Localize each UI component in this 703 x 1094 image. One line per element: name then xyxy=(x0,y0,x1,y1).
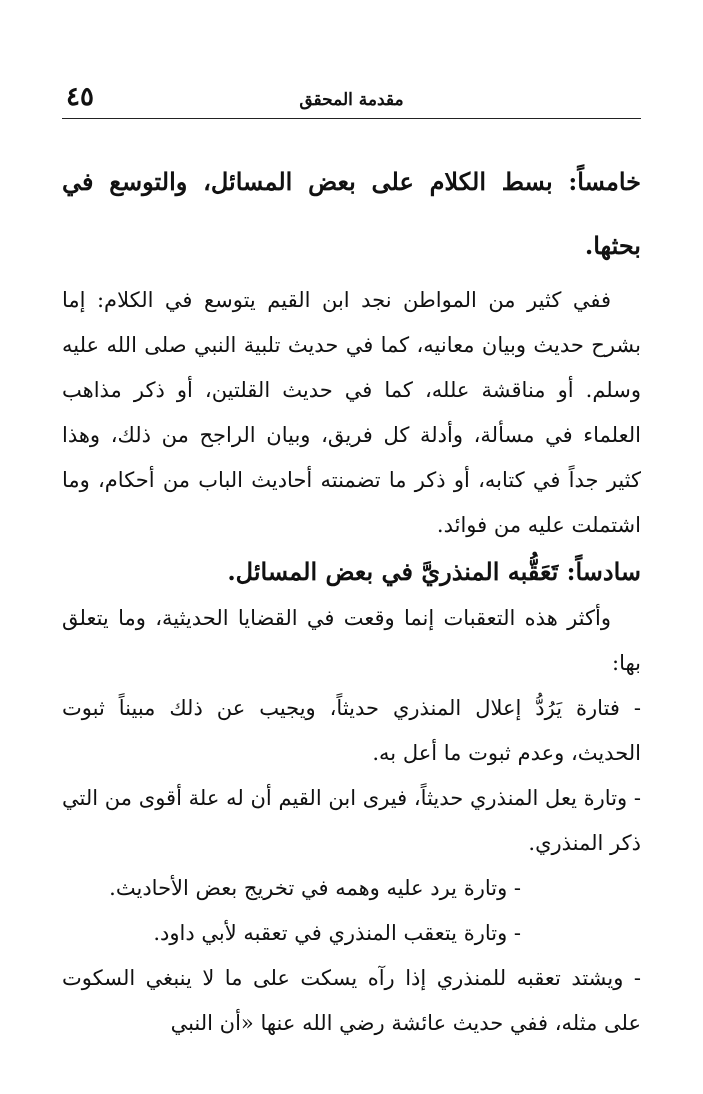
page-content xyxy=(62,150,641,1046)
running-header xyxy=(62,78,641,119)
list-item: - فتارة يَرُدُّ إعلال المنذري حديثاً، ويجيب عن ذلك مبيناً ثبوت الحديث، وعدم ثبوت ما أعل به. xyxy=(62,696,642,765)
paragraph-sixth-intro: وأكثر هذه التعقبات إنما وقعت في القضايا الحديثية، وما يتعلق بها: xyxy=(62,606,641,675)
list-item: - ويشتد تعقبه للمنذري إذا رآه يسكت على ما لا ينبغي السكوت على مثله، ففي حديث عائشة رضي الله عنها «أن النبي xyxy=(62,966,641,1035)
page-number: ٤٥ xyxy=(66,82,94,112)
section-heading-sixth: سادساً: تَعَقُّبه المنذريَّ في بعض المسائل. xyxy=(227,557,641,586)
header-title: مقدمة المحقق xyxy=(299,90,404,110)
paragraph-fifth: ففي كثير من المواطن نجد ابن القيم يتوسع في الكلام: إما بشرح حديث وبيان معانيه، كما في حديث تلبية النبي صلى الله عليه وسلم. أو مناقشة علله، كما في حديث القلتين، أو ذكر مذاهب العلماء في مسألة، وأدلة كل فريق، وبيان الراجح من ذلك، وهذا كثير جداً في كتابه، أو ذكر ما تضمنته أحاديث الباب من أحكام، وما اشتملت عليه من فوائد. xyxy=(62,288,641,537)
list-item: - وتارة يعل المنذري حديثاً، فيرى ابن القيم أن له علة أقوى من التي ذكر المنذري. xyxy=(62,786,641,855)
list-item: - وتارة يتعقب المنذري في تعقبه لأبي داود. xyxy=(153,921,521,945)
list-item: - وتارة يرد عليه وهمه في تخريج بعض الأحاديث. xyxy=(109,876,521,900)
section-heading-fifth: خامساً: بسط الكلام على بعض المسائل، والتوسع في بحثها. xyxy=(62,167,641,260)
